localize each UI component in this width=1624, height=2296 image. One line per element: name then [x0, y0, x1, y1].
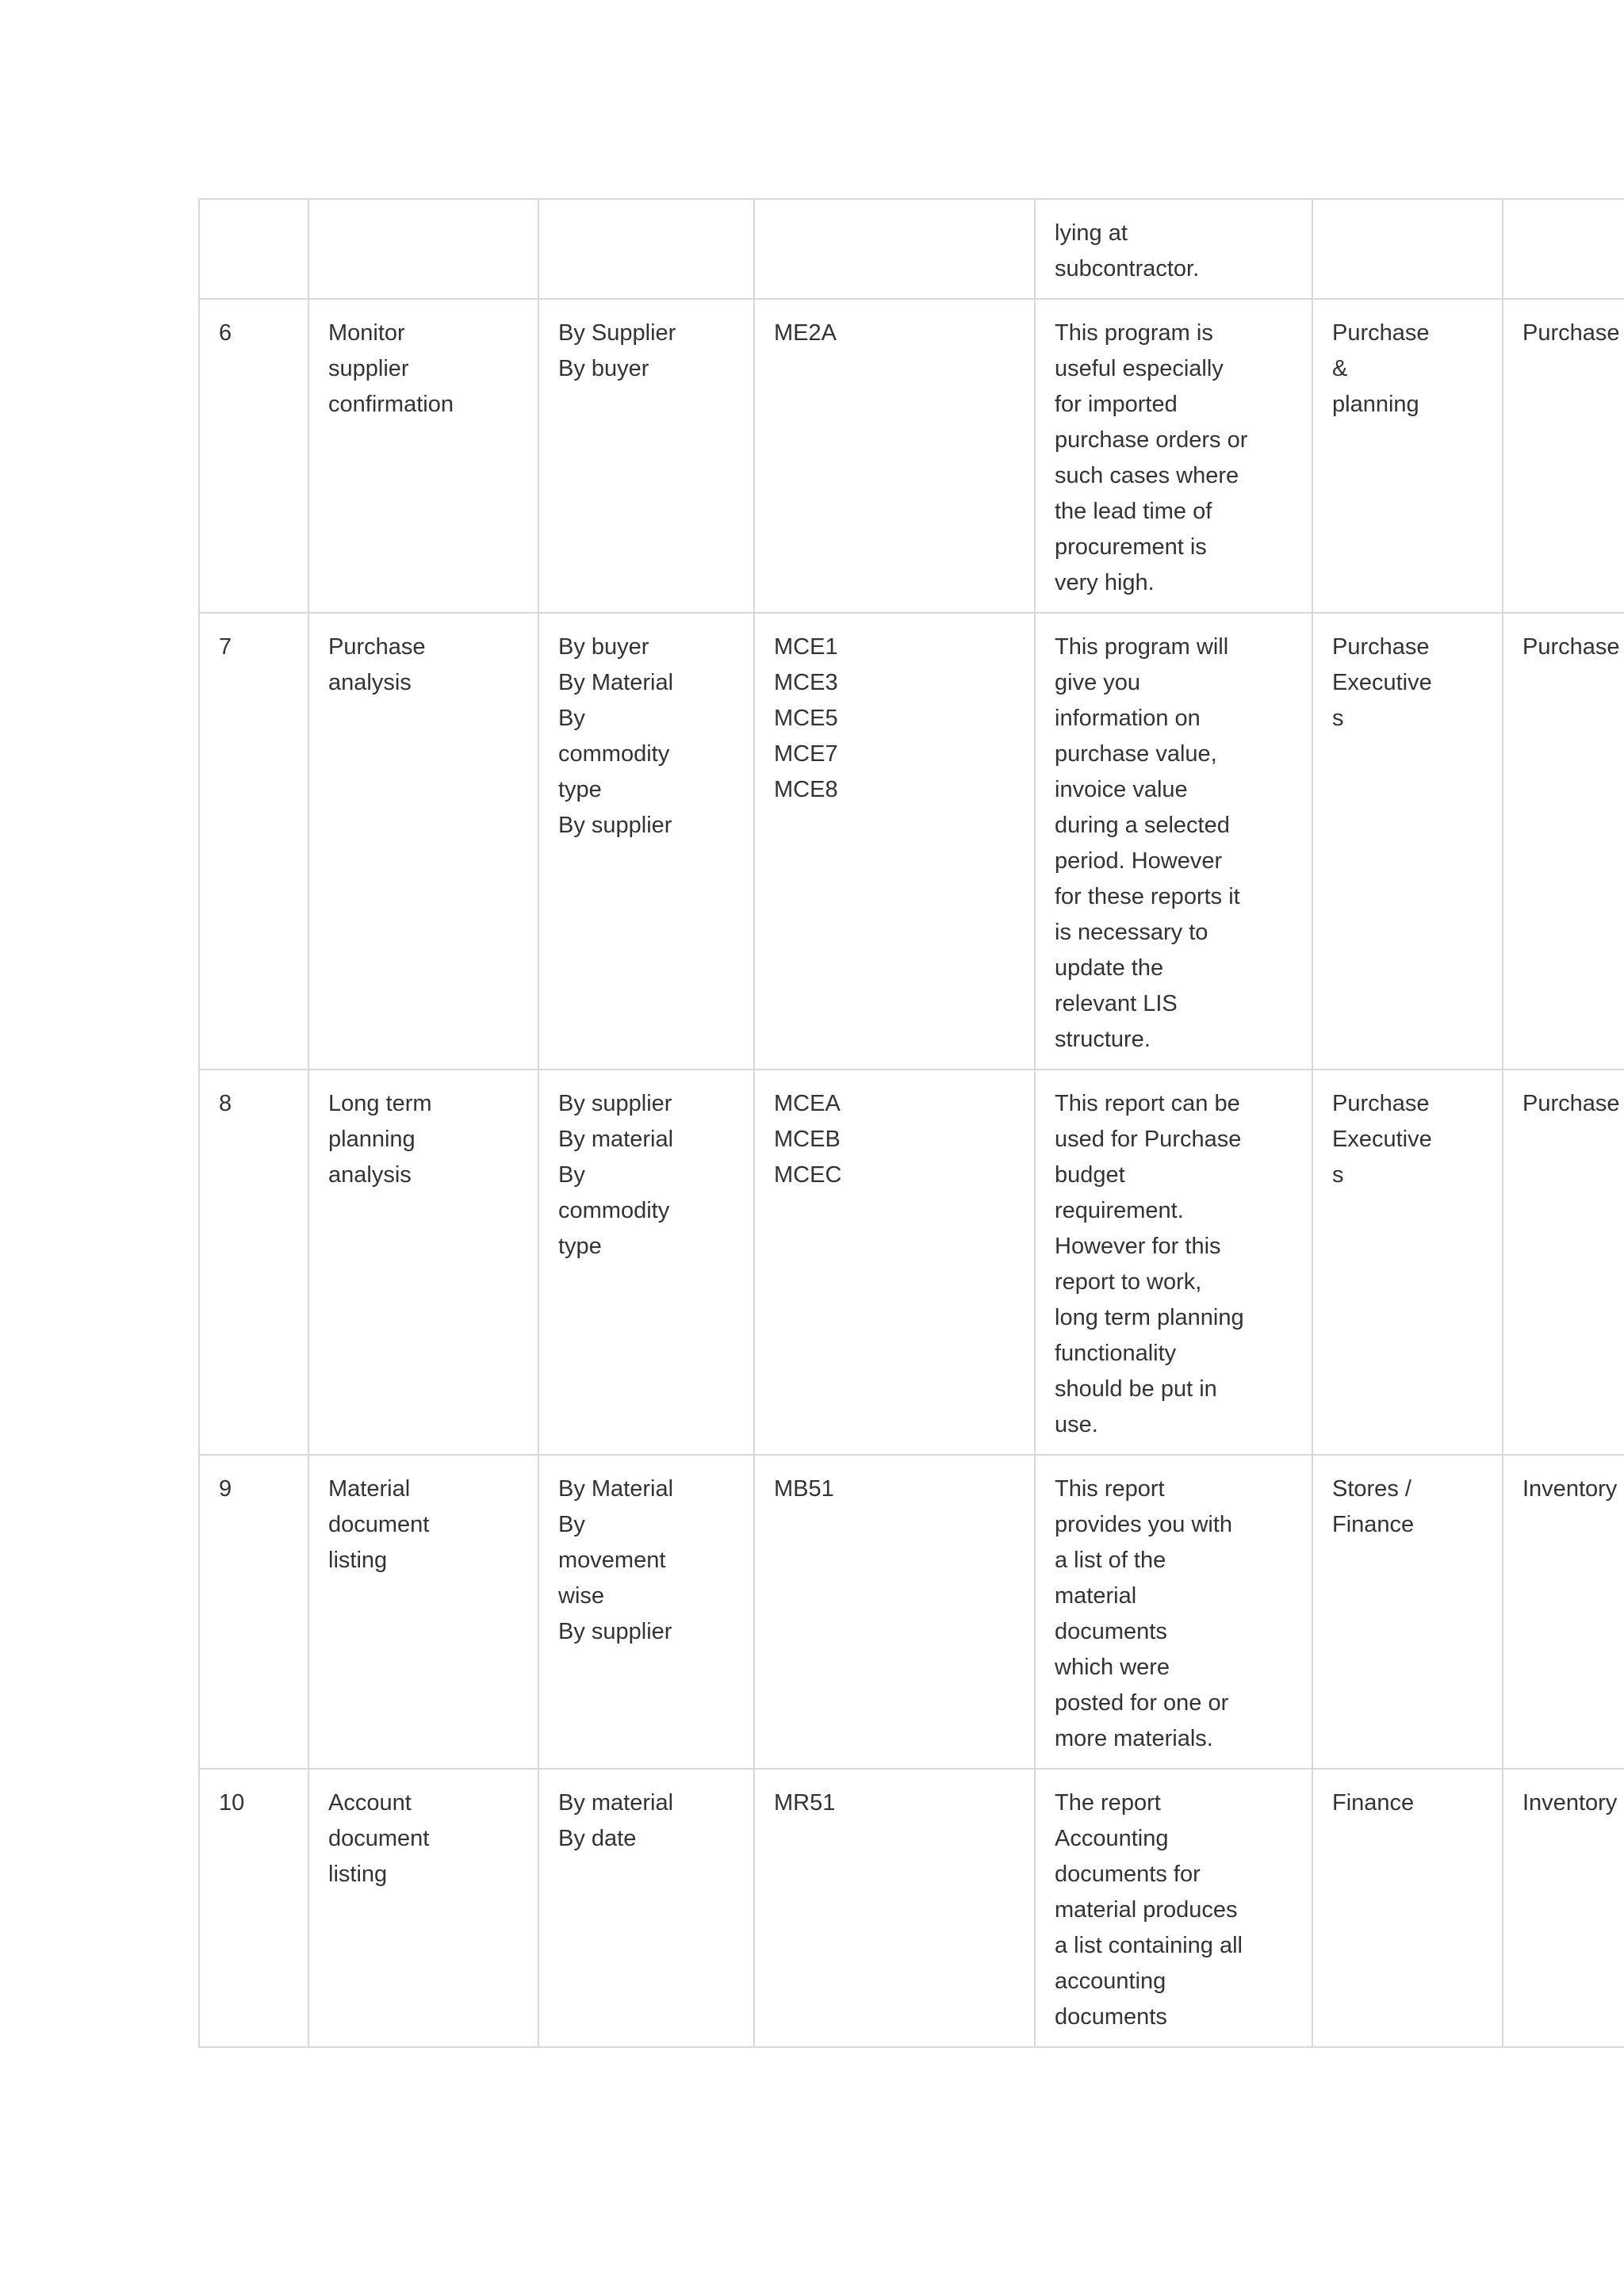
cell-text-line: By buyer [558, 634, 649, 660]
table-row [199, 613, 1624, 1070]
table-row [199, 1455, 1624, 1769]
cell-text-line: MCE5 [774, 706, 838, 731]
row-number-cell [199, 1455, 308, 1769]
cell-text-line: MCE3 [774, 670, 838, 695]
cell-text-line: documents [1055, 1619, 1167, 1644]
cell-text-line: By Material [558, 670, 674, 695]
cell-text-line: period. However [1055, 848, 1223, 874]
cell-text-line: document [328, 1826, 430, 1851]
cell-text-line: Purchase [1332, 1091, 1430, 1116]
cell-text-line: commodity [558, 741, 670, 767]
cell-text-line: analysis [328, 1162, 412, 1188]
cell-text-line: such cases where [1055, 463, 1239, 488]
cell-text-line: By material [558, 1127, 674, 1152]
cell-text-line: Stores / [1332, 1476, 1411, 1502]
selection-criteria-cell [538, 199, 754, 299]
transaction-code-cell [754, 299, 1035, 613]
cell-text-line: requirement. [1055, 1198, 1184, 1223]
cell-text-line: By [558, 1512, 585, 1537]
cell-text-line: MB51 [774, 1476, 834, 1502]
cell-text-line: MCE1 [774, 634, 838, 660]
cell-text-line: MCEC [774, 1162, 842, 1188]
cell-text-line: Inventory [1522, 1790, 1618, 1816]
transaction-code-cell [754, 1070, 1035, 1455]
cell-text-line: Material [328, 1476, 411, 1502]
cell-text-line: provides you with [1055, 1512, 1233, 1537]
report-name-cell [308, 1070, 538, 1455]
cell-text-line: wise [558, 1583, 605, 1609]
cell-text-line: By supplier [558, 1091, 672, 1116]
cell-text-line: procurement is [1055, 534, 1207, 560]
cell-text-line: MCE7 [774, 741, 838, 767]
cell-text-line: commodity [558, 1198, 670, 1223]
cell-text-line: material produces [1055, 1897, 1238, 1923]
module-cell [1503, 299, 1624, 613]
cell-text-line: subcontractor. [1055, 256, 1200, 281]
cell-text-line: Finance [1332, 1790, 1415, 1816]
cell-text-line: structure. [1055, 1027, 1151, 1052]
cell-text-line: Account [328, 1790, 412, 1816]
module-cell [1503, 1769, 1624, 2047]
cell-text-line: confirmation [328, 392, 454, 417]
users-cell [1312, 1070, 1503, 1455]
cell-text-line: Purchase [1522, 320, 1620, 346]
description-cell [1035, 299, 1312, 613]
cell-text-line: Long term [328, 1091, 432, 1116]
row-number-cell [199, 1769, 308, 2047]
cell-text-line: Purchase [328, 634, 426, 660]
cell-text-line: MR51 [774, 1790, 836, 1816]
cell-text-line: s [1332, 1162, 1344, 1188]
row-number-cell [199, 1070, 308, 1455]
cell-text-line: type [558, 777, 602, 802]
cell-text-line: 10 [219, 1790, 245, 1816]
cell-text-line: 8 [219, 1091, 232, 1116]
cell-text-line: report to work, [1055, 1269, 1202, 1295]
selection-criteria-cell [538, 1769, 754, 2047]
cell-text-line: This program is [1055, 320, 1213, 346]
cell-text-line: Executive [1332, 1127, 1432, 1152]
selection-criteria-cell [538, 1455, 754, 1769]
cell-text-line: By [558, 706, 585, 731]
table-row [199, 199, 1624, 299]
report-name-cell [308, 299, 538, 613]
cell-text-line: relevant LIS [1055, 991, 1178, 1016]
cell-text-line: for these reports it [1055, 884, 1240, 909]
cell-text-line: documents [1055, 2004, 1167, 2030]
transaction-code-cell [754, 1455, 1035, 1769]
cell-text-line: Purchase [1522, 634, 1620, 660]
selection-criteria-cell [538, 613, 754, 1070]
cell-text-line: supplier [328, 356, 409, 381]
cell-text-line: lying at [1055, 220, 1128, 246]
cell-text-line: should be put in [1055, 1376, 1217, 1402]
cell-text-line: 9 [219, 1476, 232, 1502]
report-table-body [199, 199, 1624, 2047]
cell-text-line: a list containing all [1055, 1933, 1243, 1958]
selection-criteria-cell [538, 1070, 754, 1455]
cell-text-line: type [558, 1234, 602, 1259]
cell-text-line: information on [1055, 706, 1201, 731]
cell-text-line: planning [328, 1127, 416, 1152]
users-cell [1312, 1455, 1503, 1769]
table-row [199, 299, 1624, 613]
cell-text-line: 6 [219, 320, 232, 346]
table-row [199, 1769, 1624, 2047]
cell-text-line: MCEB [774, 1127, 841, 1152]
module-cell [1503, 1070, 1624, 1455]
cell-text-line: useful especially [1055, 356, 1224, 381]
cell-text-line: Purchase [1332, 320, 1430, 346]
cell-text-line: posted for one or [1055, 1690, 1229, 1716]
cell-text-line: s [1332, 706, 1344, 731]
cell-text-line: listing [328, 1548, 388, 1573]
cell-text-line: By supplier [558, 813, 672, 838]
cell-text-line: more materials. [1055, 1726, 1213, 1751]
description-cell [1035, 1455, 1312, 1769]
cell-text-line: the lead time of [1055, 499, 1212, 524]
description-cell [1035, 613, 1312, 1070]
cell-text-line: By [558, 1162, 585, 1188]
users-cell [1312, 299, 1503, 613]
description-cell [1035, 199, 1312, 299]
transaction-code-cell [754, 1769, 1035, 2047]
description-cell [1035, 1070, 1312, 1455]
cell-text-line: give you [1055, 670, 1141, 695]
cell-text-line: listing [328, 1862, 388, 1887]
cell-text-line: accounting [1055, 1969, 1166, 1994]
cell-text-line: Inventory [1522, 1476, 1618, 1502]
cell-text-line: document [328, 1512, 430, 1537]
row-number-cell [199, 299, 308, 613]
cell-text-line: MCEA [774, 1091, 841, 1116]
cell-text-line: By Supplier [558, 320, 676, 346]
cell-text-line: This report [1055, 1476, 1165, 1502]
cell-text-line: Monitor [328, 320, 405, 346]
cell-text-line: By Material [558, 1476, 674, 1502]
cell-text-line: movement [558, 1548, 666, 1573]
cell-text-line: By supplier [558, 1619, 672, 1644]
cell-text-line: Purchase [1522, 1091, 1620, 1116]
cell-text-line: update the [1055, 955, 1164, 981]
cell-text-line: analysis [328, 670, 412, 695]
module-cell [1503, 1455, 1624, 1769]
cell-text-line: used for Purchase [1055, 1127, 1242, 1152]
cell-text-line: during a selected [1055, 813, 1230, 838]
cell-text-line: budget [1055, 1162, 1125, 1188]
cell-text-line: This report can be [1055, 1091, 1240, 1116]
table-row [199, 1070, 1624, 1455]
cell-text-line: Purchase [1332, 634, 1430, 660]
cell-text-line: MCE8 [774, 777, 838, 802]
cell-text-line: & [1332, 356, 1348, 381]
cell-text-line: This program will [1055, 634, 1229, 660]
cell-text-line: documents for [1055, 1862, 1201, 1887]
transaction-code-cell [754, 199, 1035, 299]
report-name-cell [308, 1455, 538, 1769]
cell-text-line: invoice value [1055, 777, 1188, 802]
cell-text-line: use. [1055, 1412, 1098, 1437]
cell-text-line: material [1055, 1583, 1137, 1609]
cell-text-line: which were [1055, 1655, 1170, 1680]
row-number-cell [199, 199, 308, 299]
users-cell [1312, 1769, 1503, 2047]
users-cell [1312, 199, 1503, 299]
cell-text-line: purchase value, [1055, 741, 1217, 767]
cell-text-line: ME2A [774, 320, 837, 346]
module-cell [1503, 613, 1624, 1070]
description-cell [1035, 1769, 1312, 2047]
cell-text-line: Accounting [1055, 1826, 1169, 1851]
report-table [198, 198, 1624, 2048]
report-name-cell [308, 199, 538, 299]
cell-text-line: very high. [1055, 570, 1155, 595]
users-cell [1312, 613, 1503, 1070]
cell-text-line: Finance [1332, 1512, 1415, 1537]
cell-text-line: planning [1332, 392, 1419, 417]
cell-text-line: By date [558, 1826, 637, 1851]
cell-text-line: Executive [1332, 670, 1432, 695]
cell-text-line: a list of the [1055, 1548, 1166, 1573]
module-cell [1503, 199, 1624, 299]
cell-text-line: By material [558, 1790, 674, 1816]
selection-criteria-cell [538, 299, 754, 613]
cell-text-line: is necessary to [1055, 920, 1208, 945]
cell-text-line: functionality [1055, 1341, 1177, 1366]
cell-text-line: 7 [219, 634, 232, 660]
cell-text-line: By buyer [558, 356, 649, 381]
cell-text-line: long term planning [1055, 1305, 1244, 1330]
cell-text-line: The report [1055, 1790, 1161, 1816]
cell-text-line: for imported [1055, 392, 1178, 417]
cell-text-line: However for this [1055, 1234, 1221, 1259]
row-number-cell [199, 613, 308, 1070]
transaction-code-cell [754, 613, 1035, 1070]
report-name-cell [308, 613, 538, 1070]
cell-text-line: purchase orders or [1055, 427, 1248, 453]
report-name-cell [308, 1769, 538, 2047]
